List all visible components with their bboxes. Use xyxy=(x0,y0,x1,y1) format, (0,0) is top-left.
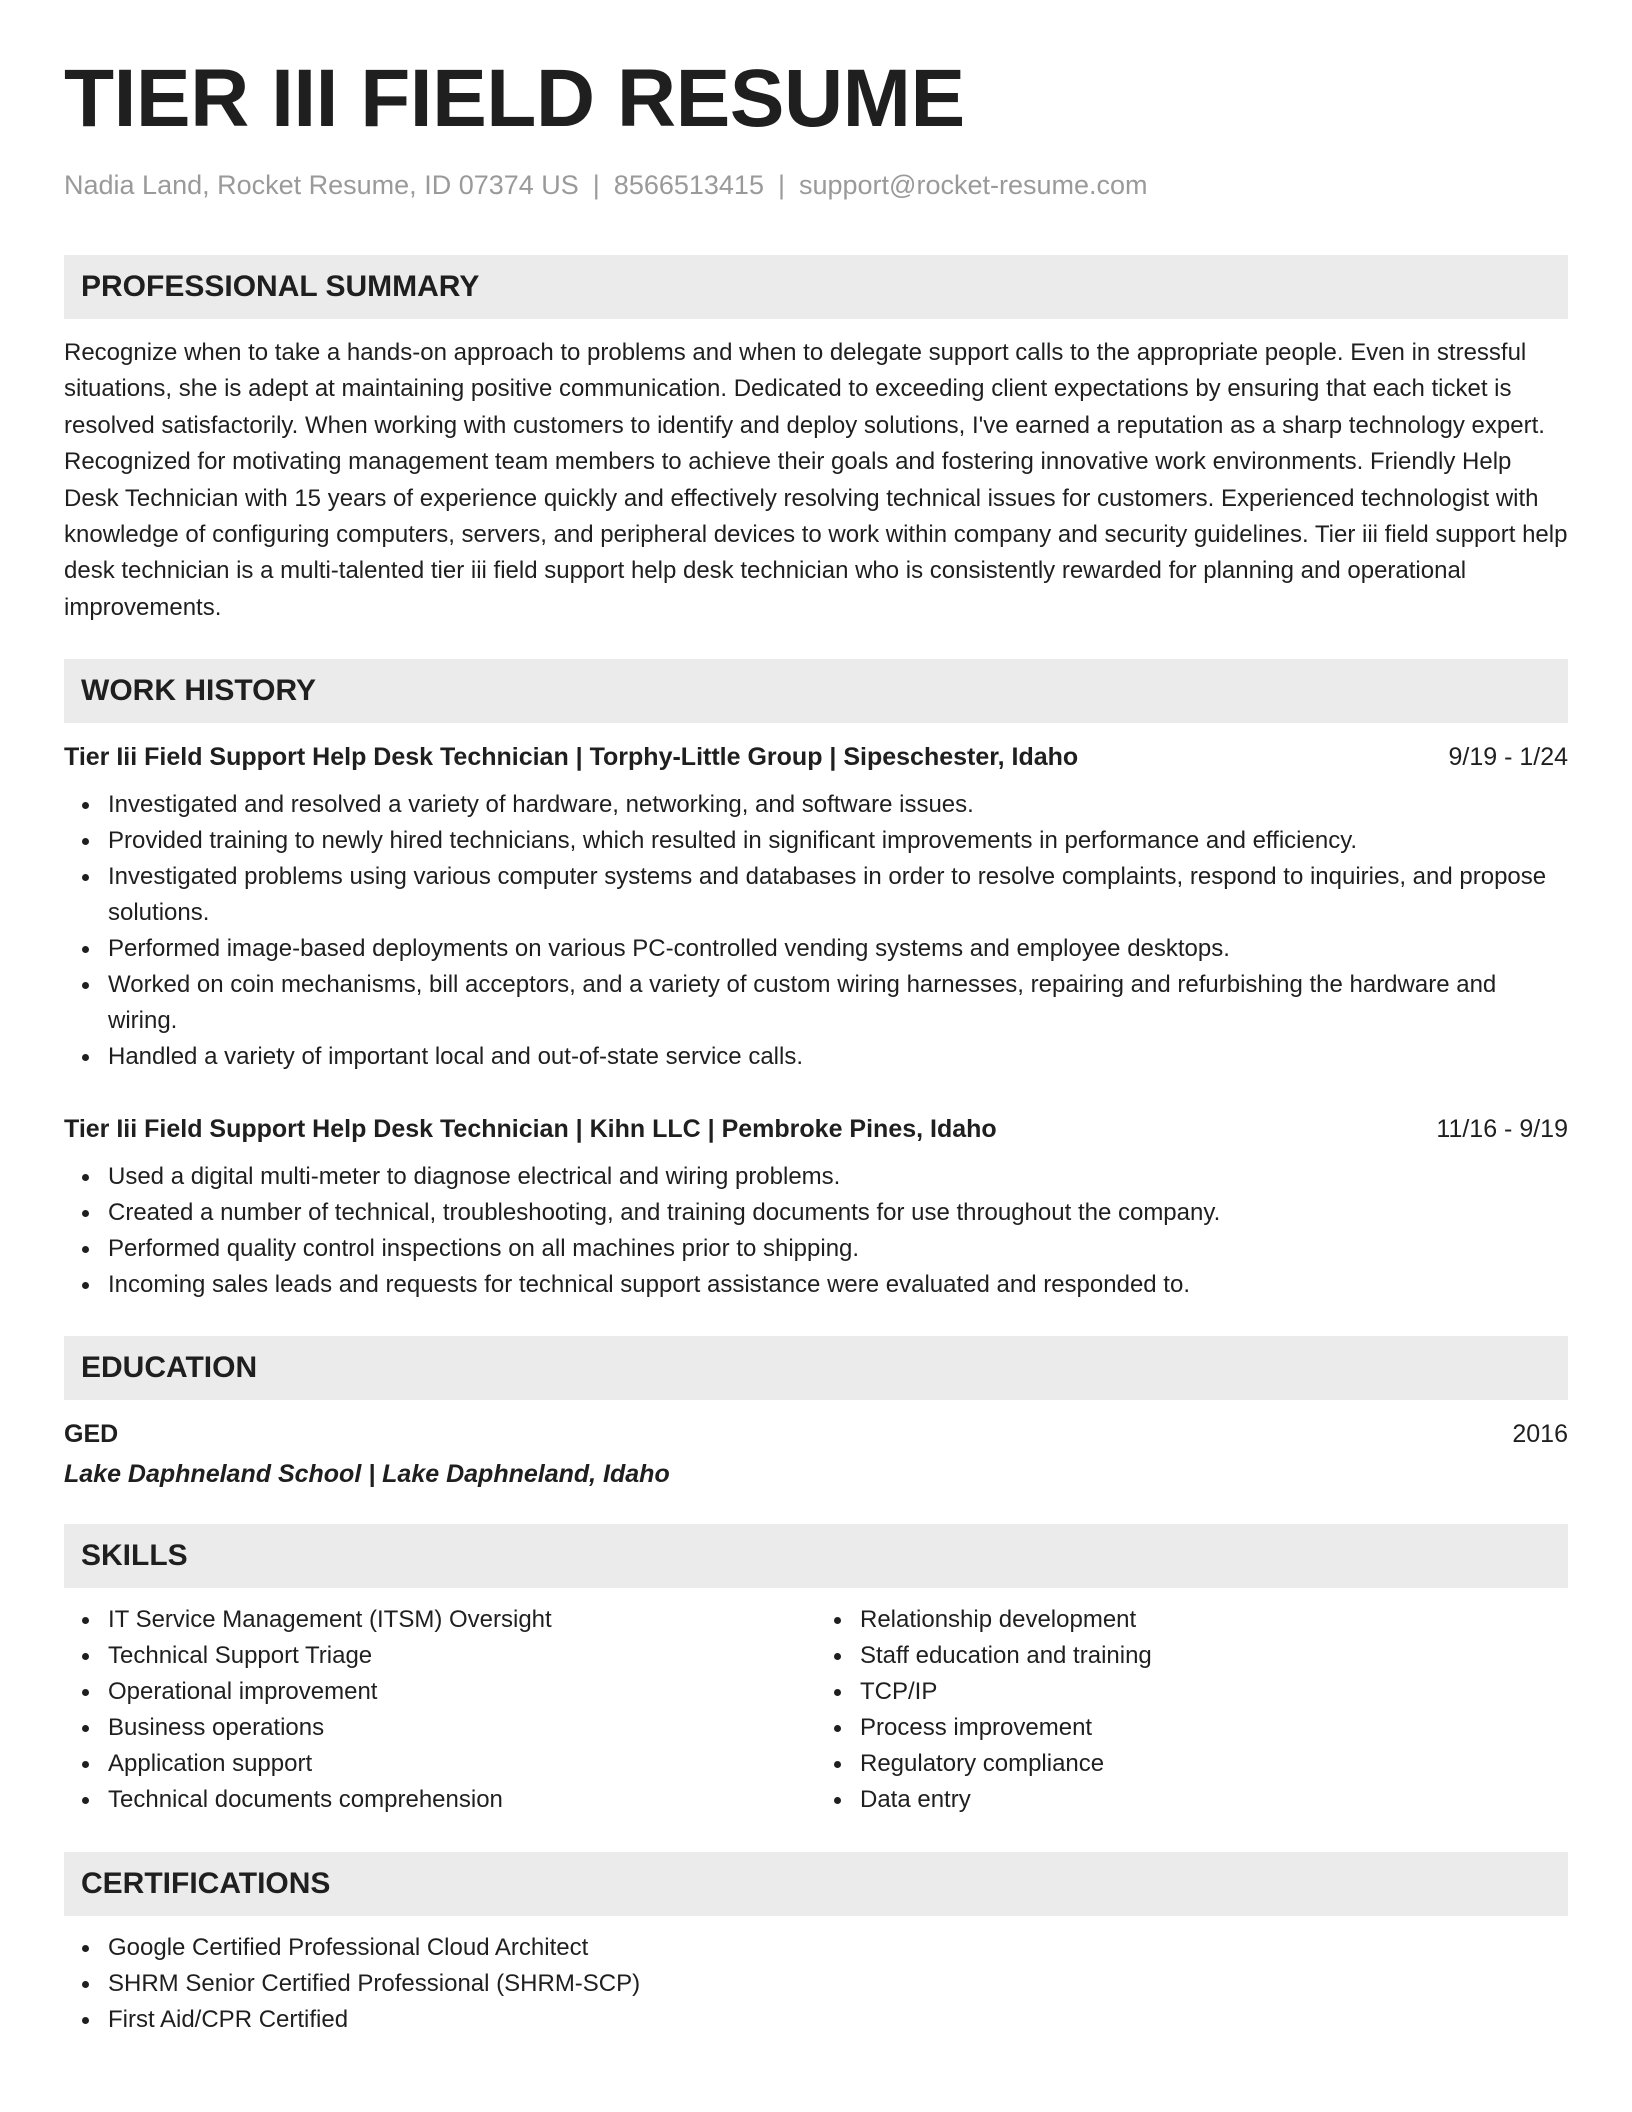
work-history-heading: WORK HISTORY xyxy=(64,659,1568,723)
skill-item: Operational improvement xyxy=(108,1674,816,1710)
certifications-heading: CERTIFICATIONS xyxy=(64,1852,1568,1916)
skill-item: TCP/IP xyxy=(860,1674,1568,1710)
job-bullet: Performed image-based deployments on various PC-controlled vending systems and employee desktops. xyxy=(108,931,1568,967)
skill-item: IT Service Management (ITSM) Oversight xyxy=(108,1602,816,1638)
job-bullet: Handled a variety of important local and out-of-state service calls. xyxy=(108,1039,1568,1075)
job-header xyxy=(64,1113,1568,1145)
skill-item: Application support xyxy=(108,1746,816,1782)
contact-address: Nadia Land, Rocket Resume, ID 07374 US xyxy=(64,170,579,200)
certification-item: Google Certified Professional Cloud Architect xyxy=(108,1930,1568,1966)
certifications-list xyxy=(64,1930,1568,2038)
job-header xyxy=(64,741,1568,773)
skill-item: Regulatory compliance xyxy=(860,1746,1568,1782)
contact-separator: | xyxy=(777,170,785,200)
skill-item: Staff education and training xyxy=(860,1638,1568,1674)
job-bullet: Performed quality control inspections on all machines prior to shipping. xyxy=(108,1231,1568,1267)
job-bullet: Created a number of technical, troubleshooting, and training documents for use throughout the company. xyxy=(108,1195,1568,1231)
job-bullet: Investigated and resolved a variety of hardware, networking, and software issues. xyxy=(108,787,1568,823)
contact-separator: | xyxy=(592,170,600,200)
skills-heading: SKILLS xyxy=(64,1524,1568,1588)
job-bullet: Worked on coin mechanisms, bill acceptors, and a variety of custom wiring harnesses, repairing and refurbishing the hardware and wiring. xyxy=(108,967,1568,1039)
job-dates: 9/19 - 1/24 xyxy=(1448,743,1568,772)
skills-columns xyxy=(64,1602,1568,1818)
certification-item: First Aid/CPR Certified xyxy=(108,2002,1568,2038)
job-bullet: Used a digital multi-meter to diagnose electrical and wiring problems. xyxy=(108,1159,1568,1195)
job-title: Tier Iii Field Support Help Desk Technician | Kihn LLC | Pembroke Pines, Idaho xyxy=(64,1115,997,1144)
education-school: Lake Daphneland School | Lake Daphneland, Idaho xyxy=(64,1460,670,1489)
skill-item: Business operations xyxy=(108,1710,816,1746)
job-bullet: Provided training to newly hired technicians, which resulted in significant improvements in performance and efficiency. xyxy=(108,823,1568,859)
education-heading: EDUCATION xyxy=(64,1336,1568,1400)
skill-item: Relationship development xyxy=(860,1602,1568,1638)
job-bullet: Incoming sales leads and requests for technical support assistance were evaluated and responded to. xyxy=(108,1267,1568,1303)
certification-item: SHRM Senior Certified Professional (SHRM-SCP) xyxy=(108,1966,1568,2002)
education-year: 2016 xyxy=(1512,1420,1568,1449)
education-degree: GED xyxy=(64,1420,119,1449)
contact-line xyxy=(64,170,1568,201)
skill-item: Technical documents comprehension xyxy=(108,1782,816,1818)
skills-left-column xyxy=(64,1602,816,1818)
job-bullets xyxy=(64,1159,1568,1303)
resume-title: TIER III FIELD RESUME xyxy=(64,53,965,144)
contact-phone: 8566513415 xyxy=(613,170,764,200)
summary-heading: PROFESSIONAL SUMMARY xyxy=(64,255,1568,319)
summary-text: Recognize when to take a hands-on approach to problems and when to delegate support calls to the appropriate people. Even in stressful situations, she is adept at maintaining positive communication. Dedicated to exceeding client expectations by ensuring that each ticket is resolved satisfactorily. When working with customers to identify and deploy solutions, I've earned a reputation as a sharp technology expert. Recognized for motivating management team members to achieve their goals and fostering innovative work environments. Friendly Help Desk Technician with 15 years of experience quickly and effectively resolving technical issues for customers. Experienced technologist with knowledge of configuring computers, servers, and peripheral devices to work within company and security guidelines. Tier iii field support help desk technician is a multi-talented tier iii field support help desk technician who is consistently rewarded for planning and operational improvements. xyxy=(64,339,1568,621)
skill-item: Data entry xyxy=(860,1782,1568,1818)
job-title: Tier Iii Field Support Help Desk Technician | Torphy-Little Group | Sipeschester, Idaho xyxy=(64,743,1079,772)
job-bullets xyxy=(64,787,1568,1075)
skills-right-column xyxy=(816,1602,1568,1818)
education-header xyxy=(64,1418,1568,1450)
contact-email: support@rocket-resume.com xyxy=(798,170,1148,200)
skill-item: Process improvement xyxy=(860,1710,1568,1746)
job-dates: 11/16 - 9/19 xyxy=(1436,1115,1568,1144)
job-bullet: Investigated problems using various computer systems and databases in order to resolve complaints, respond to inquiries, and propose solutions. xyxy=(108,859,1568,931)
skill-item: Technical Support Triage xyxy=(108,1638,816,1674)
